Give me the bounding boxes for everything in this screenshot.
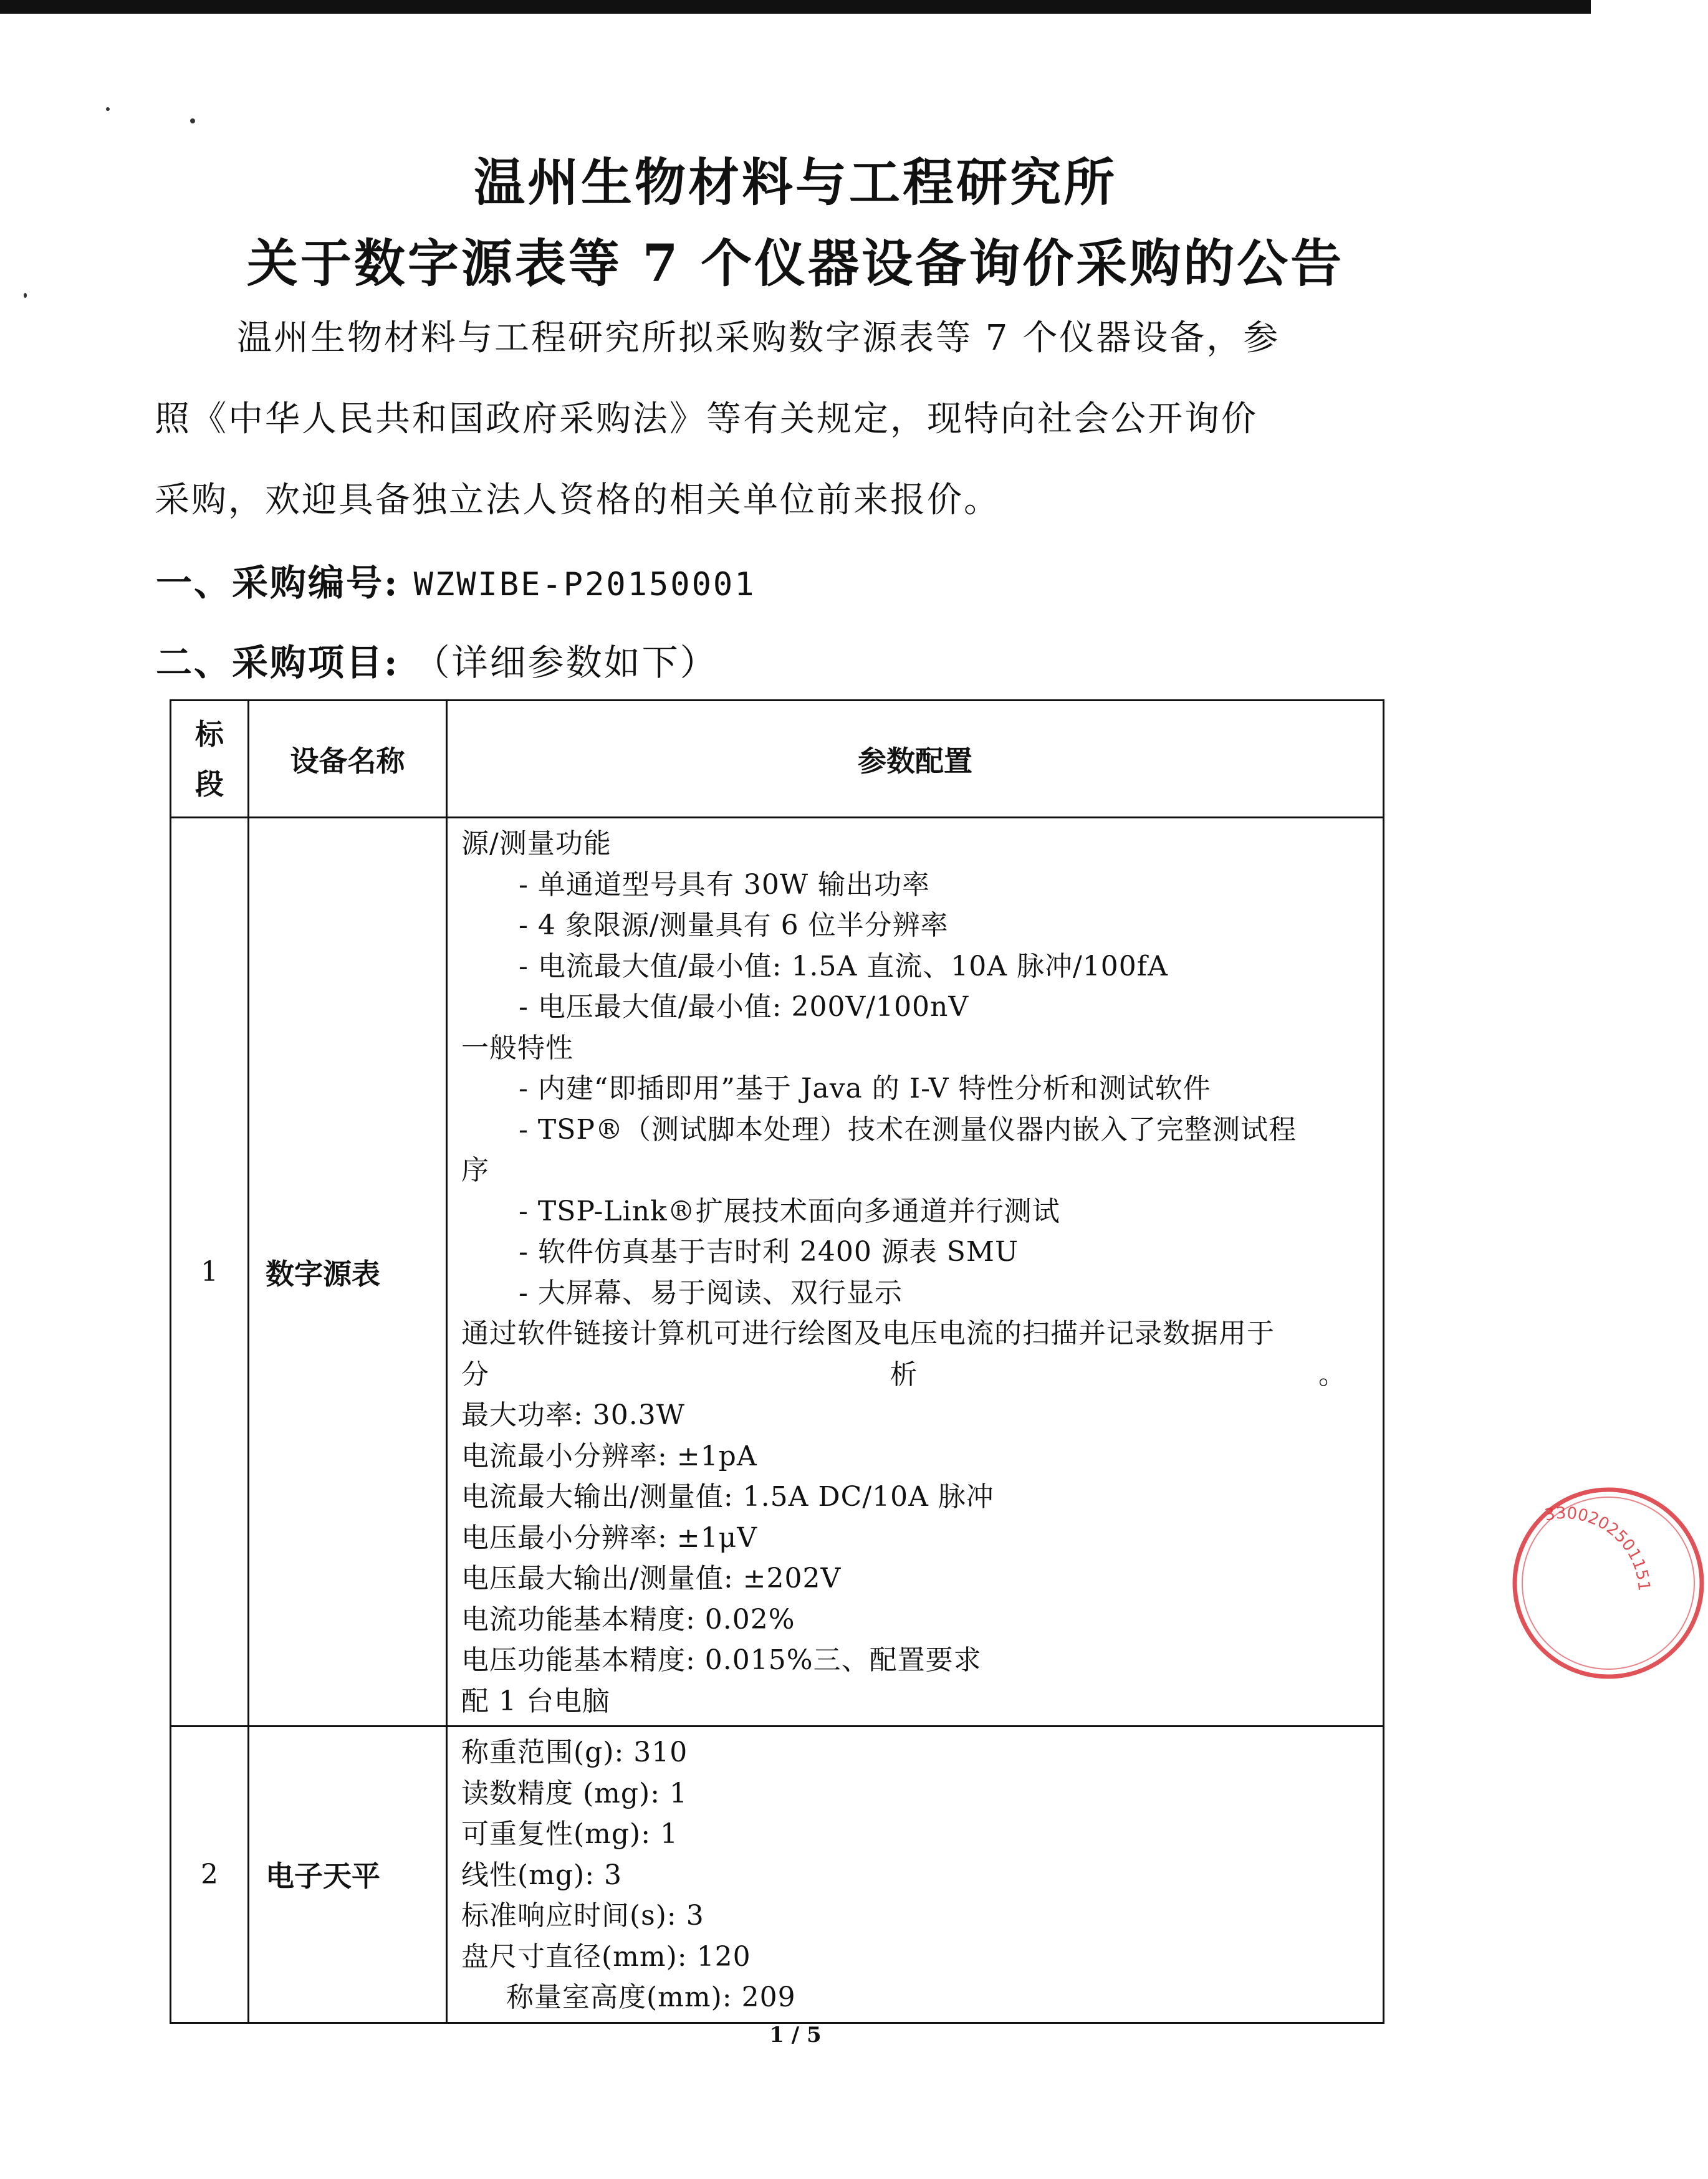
param-line: - 4 象限源/测量具有 6 位半分辨率 — [519, 909, 949, 941]
section-procurement-items-label: 二、采购项目: — [156, 641, 400, 684]
param-line: 盘尺寸直径(mm): 120 — [461, 1940, 751, 1973]
intro-line2: 照《中华人民共和国政府采购法》等有关规定，现特向社会公开询价 — [155, 399, 1258, 439]
param-line: - 软件仿真基于吉时利 2400 源表 SMU — [519, 1236, 1019, 1268]
param-line: 序 — [461, 1154, 489, 1186]
document-title-line2: 关于数字源表等 7 个仪器设备询价采购的公告 — [246, 234, 1345, 294]
param-line: - 电流最大值/最小值: 1.5A 直流、10A 脉冲/100fA — [519, 950, 1168, 982]
intro-line3: 采购，欢迎具备独立法人资格的相关单位前来报价。 — [155, 480, 1000, 520]
param-line: 可重复性(mg): 1 — [461, 1818, 679, 1850]
param-fragment: 。 — [1318, 1358, 1346, 1391]
param-line: - TSP-Link®扩展技术面向多通道并行测试 — [519, 1195, 1060, 1227]
table-row — [171, 818, 1384, 1726]
param-line: 称重范围(g): 310 — [461, 1736, 688, 1768]
row-bid-number: 2 — [171, 1726, 249, 2023]
row-parameters — [447, 1726, 1384, 2023]
procurement-number-value: WZWIBE-P20150001 — [413, 566, 756, 603]
seal-number: 3300202501151 — [1543, 1503, 1654, 1592]
param-line: 线性(mg): 3 — [461, 1859, 623, 1891]
row-equipment-name: 电子天平 — [249, 1726, 447, 2023]
header-bid — [171, 701, 249, 818]
param-line: - 单通道型号具有 30W 输出功率 — [519, 868, 931, 901]
scan-top-edge — [0, 0, 1591, 14]
row-equipment-name: 数字源表 — [249, 818, 447, 1726]
procurement-items-note: （详细参数如下） — [413, 641, 718, 684]
table-row — [171, 1726, 1384, 2023]
param-line: 电压功能基本精度: 0.015%三、配置要求 — [461, 1644, 982, 1676]
param-line: 电流最大输出/测量值: 1.5A DC/10A 脉冲 — [461, 1481, 994, 1513]
param-line: 配 1 台电脑 — [461, 1685, 610, 1717]
param-line: - TSP®（测试脚本处理）技术在测量仪器内嵌入了完整测试程 — [519, 1113, 1297, 1146]
header-equipment-name: 设备名称 — [249, 701, 447, 818]
row-bid-number: 1 — [171, 818, 249, 1726]
param-line: 标准响应时间(s): 3 — [461, 1900, 704, 1932]
scan-speck — [190, 118, 195, 123]
param-line: 一般特性 — [461, 1032, 573, 1064]
param-line: - 大屏幕、易于阅读、双行显示 — [519, 1276, 903, 1309]
param-line: 电流最小分辨率: ±1pA — [461, 1440, 757, 1472]
section-procurement-items — [156, 633, 718, 686]
section-procurement-number-label: 一、采购编号: — [156, 562, 400, 604]
param-fragment: 分 — [461, 1358, 489, 1391]
header-bid-top: 标 — [195, 717, 224, 751]
row-parameters — [447, 818, 1384, 1726]
page-number: 1 / 5 — [769, 2023, 822, 2047]
param-line: 读数精度 (mg): 1 — [461, 1777, 688, 1809]
table-header-row — [171, 701, 1384, 818]
param-line: 通过软件链接计算机可进行绘图及电压电流的扫描并记录数据用于 — [461, 1318, 1275, 1349]
official-seal-stamp — [1509, 1483, 1708, 1683]
intro-line1: 温州生物材料与工程研究所拟采购数字源表等 7 个仪器设备，参 — [237, 318, 1280, 358]
param-line: 最大功率: 30.3W — [461, 1399, 686, 1431]
specification-table — [170, 699, 1384, 2024]
section-procurement-number — [156, 553, 756, 606]
param-line-spread — [461, 1354, 1371, 1396]
header-bid-bottom: 段 — [195, 767, 224, 801]
header-parameters: 参数配置 — [447, 701, 1384, 818]
svg-text:3300202501151 — [1543, 1504, 1654, 1592]
param-line: - 内建“即插即用”基于 Java 的 I-V 特性分析和测试软件 — [519, 1073, 1211, 1104]
param-line: 电压最小分辨率: ±1μV — [461, 1521, 758, 1554]
param-line: - 电压最大值/最小值: 200V/100nV — [519, 991, 969, 1023]
param-line: 源/测量功能 — [461, 828, 612, 860]
param-line: 电流功能基本精度: 0.02% — [461, 1603, 795, 1635]
param-line: 称量室高度(mm): 209 — [506, 1981, 796, 2013]
param-line: 电压最大输出/测量值: ±202V — [461, 1563, 842, 1594]
document-title-line1: 温州生物材料与工程研究所 — [473, 153, 1117, 213]
scan-speck — [106, 107, 110, 111]
param-fragment: 析 — [890, 1358, 918, 1391]
